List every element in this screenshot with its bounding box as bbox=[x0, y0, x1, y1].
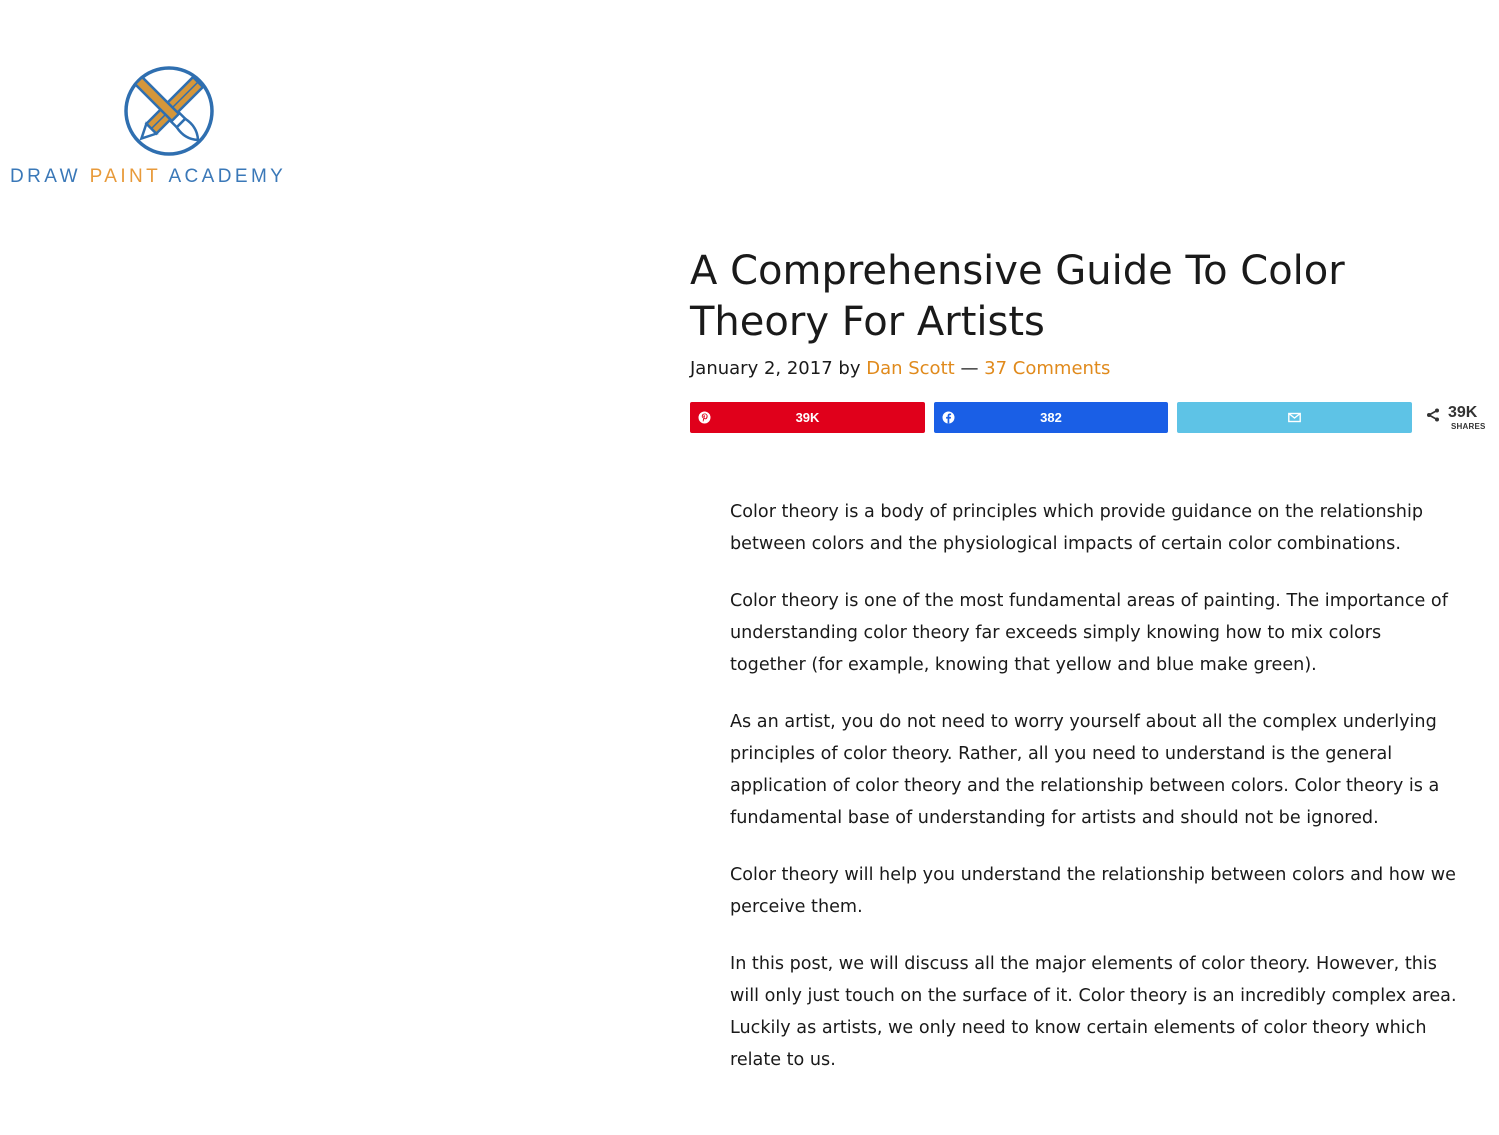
pencil-brush-logo-icon bbox=[122, 64, 216, 158]
content-paragraph: Color theory is one of the most fundamental areas of painting. The importance of understanding color theory far exceeds simply knowing how to mix colors together (for example, knowing that yellow and blue make green). bbox=[730, 591, 1448, 675]
by-label: by bbox=[838, 358, 861, 379]
content-paragraph: As an artist, you do not need to worry yourself about all the complex underlying principles of color theory. Rather, all you need to understand is the general application of color theory and the relationship between colors. Color theory is a fundamental base of understanding for artists and should not be ignored. bbox=[730, 712, 1440, 828]
post-meta bbox=[690, 356, 1490, 382]
logo-word-academy: ACADEMY bbox=[168, 166, 287, 187]
total-share-count: 39K bbox=[1448, 404, 1478, 421]
site-logo[interactable] bbox=[8, 64, 318, 194]
facebook-count: 382 bbox=[1040, 410, 1062, 425]
meta-separator: — bbox=[960, 358, 979, 379]
total-shares bbox=[1426, 404, 1488, 434]
total-share-label: SHARES bbox=[1451, 422, 1486, 431]
share-icon bbox=[1426, 408, 1440, 422]
logo-word-paint: PAINT bbox=[89, 166, 161, 187]
logo-word-draw: DRAW bbox=[10, 166, 81, 187]
pinterest-icon bbox=[698, 402, 711, 433]
comments-link[interactable]: 37 Comments bbox=[984, 358, 1111, 379]
article-header bbox=[690, 246, 1490, 382]
post-date: January 2, 2017 bbox=[690, 358, 833, 379]
logo-wordmark bbox=[10, 166, 286, 188]
email-share-button[interactable] bbox=[1177, 402, 1412, 433]
share-bar bbox=[690, 402, 1490, 434]
pinterest-count: 39K bbox=[795, 410, 820, 425]
pinterest-share-button[interactable] bbox=[690, 402, 925, 433]
content-paragraph: In this post, we will discuss all the major elements of color theory. However, this will only just touch on the surface of it. Color theory is an incredibly complex area. Luckily as artists, we only need to know certain elements of color theory which relate to us. bbox=[730, 954, 1457, 1070]
envelope-icon bbox=[1288, 402, 1301, 433]
facebook-icon bbox=[942, 402, 955, 433]
article-content bbox=[730, 496, 1460, 1101]
content-paragraph: Color theory will help you understand the relationship between colors and how we perceive them. bbox=[730, 865, 1456, 917]
author-link[interactable]: Dan Scott bbox=[866, 358, 955, 379]
facebook-share-button[interactable] bbox=[934, 402, 1168, 433]
content-paragraph: Color theory is a body of principles which provide guidance on the relationship between colors and the physiological impacts of certain color combinations. bbox=[730, 502, 1424, 554]
page-title: A Comprehensive Guide To Color Theory For Artists bbox=[690, 248, 1345, 345]
